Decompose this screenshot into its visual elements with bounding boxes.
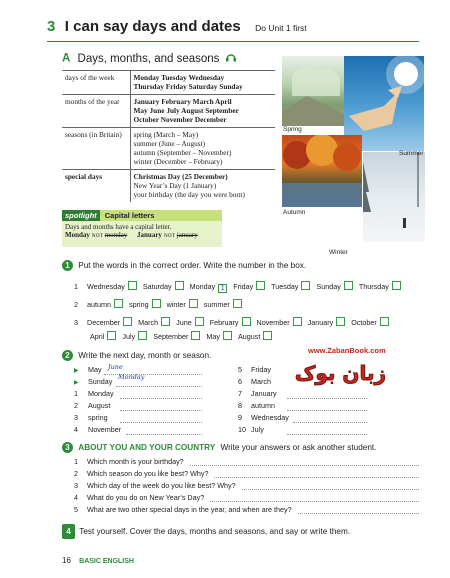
- word: Monday: [88, 389, 114, 398]
- word: July: [251, 425, 264, 434]
- footer: [62, 556, 134, 565]
- row-number: 2: [74, 401, 78, 410]
- row-label: days of the week: [62, 71, 130, 95]
- ex1-row3: [74, 317, 389, 327]
- row-number: 7: [238, 389, 242, 398]
- section-letter: A: [62, 52, 71, 65]
- ex2-instruction: Write the next day, month or season.: [78, 351, 212, 360]
- row-number: 10: [238, 425, 246, 434]
- ex1-instruction: Put the words in the correct order. Write the number in the box.: [78, 261, 307, 270]
- list-item: [74, 425, 229, 437]
- unit-title: I can say days and dates: [64, 18, 241, 35]
- word: February: [209, 318, 239, 327]
- word: May: [206, 332, 220, 341]
- label-spring: Spring: [283, 126, 302, 133]
- ex1-row2: [74, 299, 242, 309]
- question: Which season do you like best? Why?: [87, 469, 209, 478]
- word: May: [88, 365, 102, 374]
- word: Wednesday: [87, 282, 125, 291]
- word: Sunday: [88, 377, 113, 386]
- word: Tuesday: [271, 282, 299, 291]
- ex3-title: ABOUT YOU AND YOUR COUNTRY: [78, 443, 216, 452]
- ex3-instruction: Write your answers or ask another student.: [220, 443, 377, 452]
- word: December: [87, 318, 121, 327]
- list-item: [74, 493, 419, 505]
- row-number: 2: [74, 300, 78, 309]
- ex1-row1: [74, 281, 401, 293]
- spotlight-box: [62, 210, 222, 247]
- list-item: [74, 505, 419, 517]
- answer-line[interactable]: [242, 481, 419, 490]
- example-arrow-icon: ▶: [74, 380, 79, 386]
- answer-box[interactable]: [336, 317, 345, 326]
- row-label: months of the year: [62, 95, 130, 128]
- unit-number: 3: [47, 18, 56, 35]
- word: November: [88, 425, 122, 434]
- answer-box[interactable]: [256, 281, 265, 290]
- list-item: [238, 413, 378, 425]
- word: July: [122, 332, 136, 341]
- word: autumn: [87, 300, 111, 309]
- row-number: 6: [238, 377, 242, 386]
- answer-box[interactable]: [138, 331, 147, 340]
- row-line: summer (June – August): [133, 139, 206, 148]
- answer-line[interactable]: [120, 389, 202, 399]
- row-line: Christmas Day (25 December): [133, 172, 228, 181]
- row-label: seasons (in Britain): [62, 128, 130, 170]
- question: Which month is your birthday?: [87, 457, 184, 466]
- word: spring: [88, 413, 108, 422]
- row-number: 5: [74, 505, 78, 514]
- spotlight-tag: spotlight: [62, 210, 100, 221]
- row-number: 5: [238, 365, 242, 374]
- vocab-table: [62, 70, 280, 202]
- spotlight-header: [62, 210, 222, 221]
- row-number: 2: [74, 469, 78, 478]
- row-line: January February March April: [133, 97, 232, 106]
- label-summer: Summer: [399, 150, 424, 157]
- word: Thursday: [358, 282, 389, 291]
- row-line: Thursday Friday Saturday Sunday: [133, 82, 243, 91]
- answer-box[interactable]: [114, 299, 123, 308]
- answer-box[interactable]: [263, 331, 272, 340]
- row-label: special days: [62, 170, 130, 203]
- ex3-list: [74, 457, 419, 517]
- word: Friday: [233, 282, 254, 291]
- word: Saturday: [142, 282, 172, 291]
- row-number: 4: [74, 493, 78, 502]
- word: November: [256, 318, 290, 327]
- question: Which day of the week do you like best? Why?: [87, 481, 236, 490]
- answer-box[interactable]: [233, 299, 242, 308]
- list-item: [74, 457, 419, 469]
- watermark-logo-text: زبان بوک: [294, 361, 386, 385]
- photo-spring: [282, 56, 344, 126]
- ex3-heading: [62, 442, 376, 453]
- answer-box[interactable]: [380, 317, 389, 326]
- example-right: January: [137, 231, 162, 239]
- word: August: [237, 332, 261, 341]
- answer-box[interactable]: [161, 317, 170, 326]
- example-wrong: monday: [104, 231, 128, 239]
- photo-winter: [363, 152, 425, 242]
- answer-line[interactable]: [120, 413, 202, 423]
- answer-box[interactable]: [344, 281, 353, 290]
- list-item: [74, 373, 229, 389]
- question: What are two other special days in the year, and when are they?: [87, 505, 292, 514]
- word: October: [351, 318, 377, 327]
- page-number: 16: [62, 556, 71, 565]
- question: What do you do on New Year’s Day?: [87, 493, 205, 502]
- word: June: [176, 318, 192, 327]
- book-title: BASIC ENGLISH: [79, 558, 134, 565]
- answer-box[interactable]: [189, 299, 198, 308]
- word: Wednesday: [251, 413, 289, 422]
- answer-line[interactable]: [287, 401, 367, 411]
- answer-box[interactable]: [242, 317, 251, 326]
- row-line: October November December: [133, 115, 227, 124]
- answer-box[interactable]: [123, 317, 132, 326]
- word: March: [138, 318, 159, 327]
- answer-line[interactable]: [126, 425, 202, 435]
- ex2-left-col: [74, 365, 229, 437]
- answer-box[interactable]: [152, 299, 161, 308]
- word: summer: [203, 300, 230, 309]
- row-line: May June July August September: [133, 106, 239, 115]
- answer-box[interactable]: [107, 331, 116, 340]
- answer-box[interactable]: [195, 317, 204, 326]
- label-winter: Winter: [329, 249, 348, 256]
- row-number: 9: [238, 413, 242, 422]
- word: March: [251, 377, 271, 386]
- list-item: [238, 425, 378, 437]
- list-item: [74, 413, 229, 425]
- row-line: winter (December – February): [133, 157, 223, 166]
- watermark-url: www.ZabanBook.com: [308, 346, 386, 355]
- word: April: [90, 332, 105, 341]
- audio-icon[interactable]: [225, 52, 237, 65]
- answer-box[interactable]: 1: [218, 284, 227, 293]
- word: Sunday: [316, 282, 341, 291]
- unit-header: [47, 18, 419, 42]
- unit-prereq: Do Unit 1 first: [255, 23, 307, 33]
- ex2-number: 2: [62, 350, 73, 361]
- example-not: NOT: [91, 233, 103, 239]
- row-line: spring (March – May): [133, 130, 199, 139]
- ex2-heading: [62, 350, 211, 361]
- answer-line[interactable]: [210, 493, 419, 502]
- row-number: 1: [74, 282, 78, 291]
- list-item: [74, 365, 229, 377]
- row-number: 3: [74, 481, 78, 490]
- word: Friday: [251, 365, 271, 374]
- list-item: [74, 389, 229, 401]
- word: September: [153, 332, 189, 341]
- row-line: your birthday (the day you were born): [133, 190, 245, 199]
- answer-box[interactable]: [191, 331, 200, 340]
- row-line: autumn (September – November): [133, 148, 232, 157]
- word: autumn: [251, 401, 275, 410]
- ex4-instruction: Test yourself. Cover the days, months and seasons, and say or write them.: [79, 527, 351, 536]
- row-number: 3: [74, 318, 78, 327]
- header-rule: [47, 41, 419, 42]
- row-line: New Year’s Day (1 January): [133, 181, 217, 190]
- answer-line[interactable]: [287, 425, 367, 435]
- row-number: 8: [238, 401, 242, 410]
- ex1-heading: [62, 260, 306, 271]
- answer-line[interactable]: [298, 505, 419, 514]
- answer-line[interactable]: [190, 457, 419, 466]
- row-number: 3: [74, 413, 78, 422]
- ex3-number: 3: [62, 442, 73, 453]
- row-number: 1: [74, 457, 78, 466]
- word: August: [88, 401, 111, 410]
- section-title: Days, months, and seasons: [77, 52, 220, 65]
- handwritten-answer: Monday: [118, 373, 145, 381]
- answer-box[interactable]: [175, 281, 184, 290]
- spotlight-title: Capital letters: [104, 211, 155, 220]
- list-item: [74, 481, 419, 493]
- word: January: [307, 318, 334, 327]
- spotlight-examples: [62, 231, 222, 239]
- row-number: 4: [74, 425, 78, 434]
- table-row: [62, 95, 275, 128]
- ex1-number: 1: [62, 260, 73, 271]
- ex1-row3-cont: [90, 331, 272, 341]
- answer-line[interactable]: [116, 373, 202, 387]
- answer-box[interactable]: [301, 281, 310, 290]
- example-wrong: january: [176, 231, 198, 239]
- ex4-heading: [62, 524, 350, 539]
- list-item: [74, 401, 229, 413]
- example-not: NOT: [163, 233, 175, 239]
- answer-box[interactable]: [293, 317, 302, 326]
- label-autumn: Autumn: [283, 209, 306, 216]
- answer-line[interactable]: [214, 469, 419, 478]
- spotlight-text: Days and months have a capital letter.: [65, 223, 172, 231]
- example-right: Monday: [65, 231, 90, 239]
- answer-line[interactable]: [120, 401, 202, 411]
- word: winter: [166, 300, 186, 309]
- section-a-heading: [62, 52, 237, 65]
- row-number: 1: [74, 389, 78, 398]
- answer-box[interactable]: [223, 331, 232, 340]
- word: January: [251, 389, 277, 398]
- table-row: [62, 128, 275, 170]
- word: spring: [128, 300, 149, 309]
- table-row: [62, 71, 275, 95]
- list-item: [74, 469, 419, 481]
- word: Monday: [189, 282, 216, 291]
- list-item: [238, 401, 378, 413]
- handwritten-answer: June: [108, 363, 123, 371]
- table-row: [62, 170, 275, 203]
- ex4-number: 4: [62, 524, 75, 539]
- row-line: Monday Tuesday Wednesday: [133, 73, 225, 82]
- watermark-logo: [294, 355, 386, 395]
- photo-autumn: [282, 135, 362, 207]
- answer-box[interactable]: [128, 281, 137, 290]
- example-arrow-icon: ▶: [74, 368, 79, 374]
- answer-line[interactable]: [293, 413, 367, 423]
- answer-box[interactable]: [392, 281, 401, 290]
